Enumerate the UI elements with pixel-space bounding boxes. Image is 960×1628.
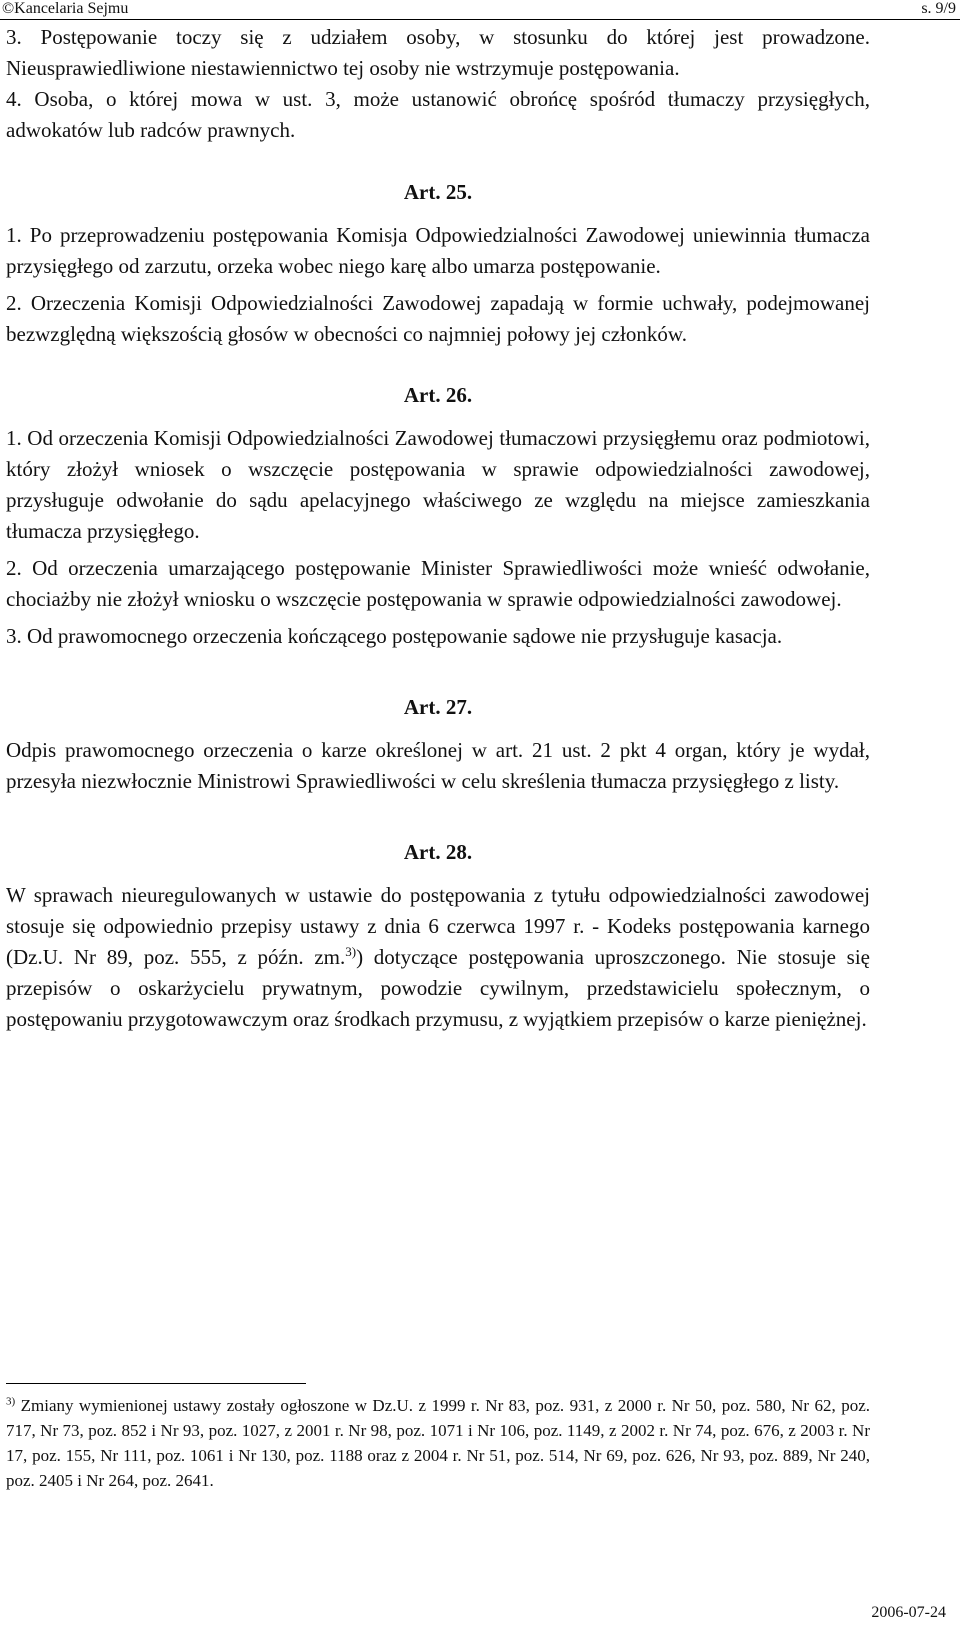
article-28-text-part-2: ) dotyczące postępowania uproszczonego. Nie stosuje się przepisów o oskarżycielu prywatnym, powodzie cywilnym, przedstawicielu społecznym, o postępowaniu przygotowawczym oraz środkach przymusu, z wyjątkiem przepisów o karze pieniężnej. xyxy=(6,945,870,1031)
article-26-title: Art. 26. xyxy=(403,383,473,407)
article-26-paragraph-1: 1. Od orzeczenia Komisji Odpowiedzialności Zawodowej tłumaczowi przysięgłemu oraz podmiotowi, który złożył wniosek o wszczęcie postępowania w sprawie odpowiedzialności zawodowej, przysługuje odwołanie do sądu apelacyjnego właściwego ze względu na miejsce zamieszkania tłumacza przysięgłego. xyxy=(6,426,870,543)
article-27-paragraph: Odpis prawomocnego orzeczenia o karze określonej w art. 21 ust. 2 pkt 4 organ, który je wydał, przesyła niezwłocznie Ministrowi Sprawiedliwości w celu skreślenia tłumacza przysięgłego z listy. xyxy=(6,738,870,793)
footnote-marker: 3) xyxy=(6,1395,16,1408)
article-28-text-part-1: W sprawach nieuregulowanych w ustawie do postępowania z tytułu odpowiedzialności zawodowej stosuje się odpowiednio przepisy ustawy z dnia 6 czerwca 1997 r. - Kodeks postępowania karnego (Dz.U. Nr 89, poz. 555, z późn. zm. xyxy=(6,883,870,969)
article-25-paragraph-1: 1. Po przeprowadzeniu postępowania Komisja Odpowiedzialności Zawodowej uniewinnia tłumacza przysięgłego od zarzutu, orzeka wobec niego karę albo umarza postępowanie. xyxy=(6,223,870,278)
article-28-paragraph xyxy=(6,880,870,1035)
paragraph-intro-3: 3. Postępowanie toczy się z udziałem osoby, w stosunku do której jest prowadzone. Nieusprawiedliwione niestawiennictwo tej osoby nie wstrzymuje postępowania. xyxy=(6,25,870,80)
article-26-paragraph-3: 3. Od prawomocnego orzeczenia kończącego postępowanie sądowe nie przysługuje kasacja. xyxy=(6,624,783,648)
page-number: s. 9/9 xyxy=(921,0,956,17)
article-28-title: Art. 28. xyxy=(403,840,473,864)
footnote-reference: 3) xyxy=(345,944,357,959)
footer-date: 2006-07-24 xyxy=(871,1604,946,1621)
article-25-title: Art. 25. xyxy=(403,180,473,204)
paragraph-intro-4: 4. Osoba, o której mowa w ust. 3, może ustanowić obrońcę spośród tłumaczy przysięgłych, adwokatów lub radców prawnych. xyxy=(6,87,870,142)
footnote-divider xyxy=(6,1383,306,1384)
header-source: ©Kancelaria Sejmu xyxy=(2,0,129,17)
footnote-text: Zmiany wymienionej ustawy zostały ogłoszone w Dz.U. z 1999 r. Nr 83, poz. 931, z 2000 r. Nr 50, poz. 580, Nr 62, poz. 717, Nr 73, poz. 852 i Nr 93, poz. 1027, z 2001 r. Nr 98, poz. 1071 i Nr 106, poz. 1149, z 2002 r. Nr 74, poz. 676, z 2003 r. Nr 17, poz. 155, Nr 111, poz. 1061 i Nr 130, poz. 1188 oraz z 2004 r. Nr 51, poz. 514, Nr 69, poz. 626, Nr 93, poz. 889, Nr 240, poz. 2405 i Nr 264, poz. 2641. xyxy=(6,1396,870,1490)
article-25-paragraph-2: 2. Orzeczenia Komisji Odpowiedzialności Zawodowej zapadają w formie uchwały, podejmowanej bezwzględną większością głosów w obecności co najmniej połowy jej członków. xyxy=(6,291,870,346)
article-26-paragraph-2: 2. Od orzeczenia umarzającego postępowanie Minister Sprawiedliwości może wnieść odwołanie, chociażby nie złożył wniosku o wszczęcie postępowania w sprawie odpowiedzialności zawodowej. xyxy=(6,556,870,611)
document-body xyxy=(6,22,870,1035)
footnote xyxy=(6,1393,870,1493)
article-27-title: Art. 27. xyxy=(403,695,473,719)
header-divider xyxy=(0,19,960,20)
